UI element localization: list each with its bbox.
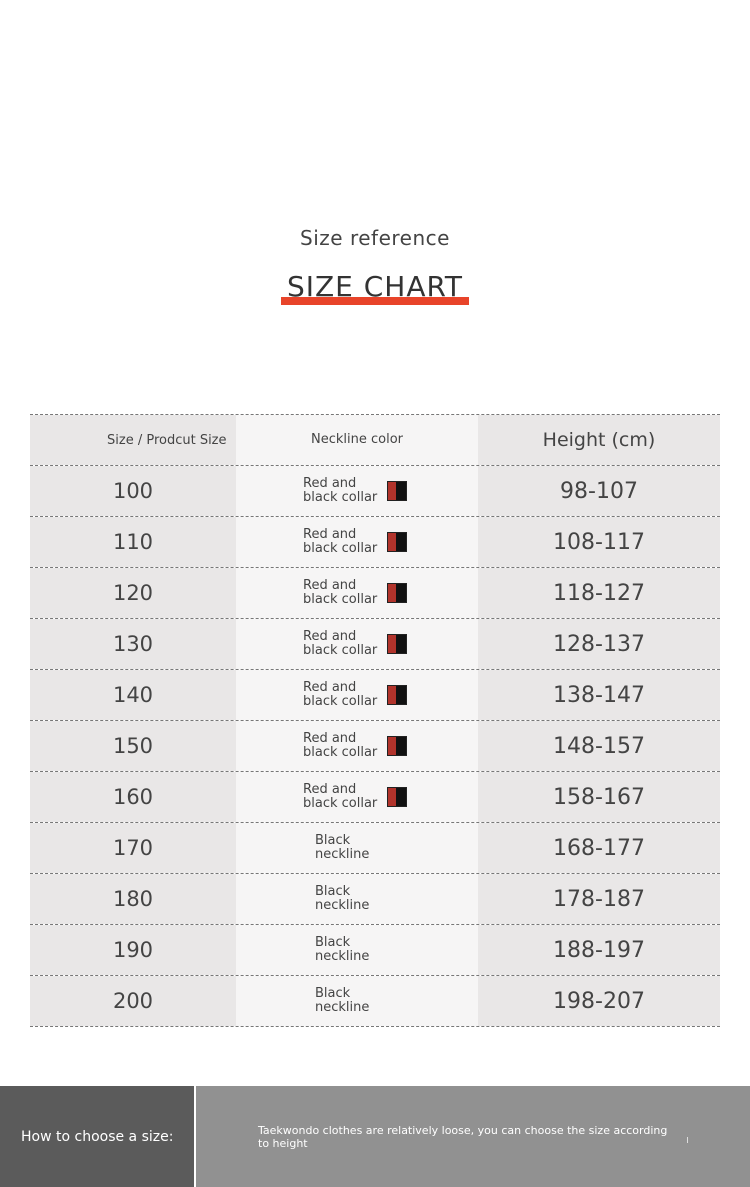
swatch-black <box>396 737 406 755</box>
neckline-cell <box>236 466 478 516</box>
neckline-label: Red and black collar <box>303 476 378 505</box>
table-row <box>30 822 720 873</box>
neckline-cell <box>236 517 478 567</box>
swatch-red <box>388 635 396 653</box>
height-cell: 138-147 <box>478 670 720 720</box>
height-cell: 108-117 <box>478 517 720 567</box>
footer-text: Taekwondo clothes are relatively loose, you can choose the size according to height <box>258 1123 668 1150</box>
title-text: SIZE CHART <box>286 270 464 303</box>
size-cell: 150 <box>30 721 236 771</box>
column-header-size: Size / Prodcut Size <box>30 415 236 465</box>
neckline-label: Red and black collar <box>303 731 378 760</box>
height-cell: 118-127 <box>478 568 720 618</box>
table-row <box>30 669 720 720</box>
column-header-neckline: Neckline color <box>236 415 478 465</box>
height-cell: 198-207 <box>478 976 720 1026</box>
collar-color-swatch <box>387 685 407 705</box>
column-header-height: Height (cm) <box>478 415 720 465</box>
swatch-red <box>388 584 396 602</box>
subtitle: Size reference <box>300 226 450 250</box>
collar-color-swatch <box>387 481 407 501</box>
size-cell: 200 <box>30 976 236 1026</box>
neckline-label: Red and black collar <box>303 680 378 709</box>
collar-color-swatch <box>387 736 407 756</box>
size-cell: 120 <box>30 568 236 618</box>
footer <box>0 1086 750 1187</box>
table-row <box>30 567 720 618</box>
swatch-black <box>396 584 406 602</box>
table-row <box>30 465 720 516</box>
neckline-label: Black neckline <box>315 986 370 1015</box>
size-cell: 140 <box>30 670 236 720</box>
height-cell: 128-137 <box>478 619 720 669</box>
neckline-label: Black neckline <box>315 935 370 964</box>
neckline-cell <box>236 874 478 924</box>
swatch-black <box>396 533 406 551</box>
swatch-black <box>396 635 406 653</box>
footer-mark <box>687 1137 688 1143</box>
collar-color-swatch <box>387 583 407 603</box>
title-wrap <box>0 270 750 303</box>
swatch-black <box>396 788 406 806</box>
neckline-cell <box>236 772 478 822</box>
size-cell: 190 <box>30 925 236 975</box>
table-row <box>30 771 720 822</box>
height-cell: 98-107 <box>478 466 720 516</box>
neckline-cell <box>236 976 478 1026</box>
swatch-red <box>388 533 396 551</box>
size-cell: 170 <box>30 823 236 873</box>
neckline-label: Red and black collar <box>303 527 378 556</box>
size-cell: 110 <box>30 517 236 567</box>
neckline-label: Red and black collar <box>303 629 378 658</box>
neckline-label: Black neckline <box>315 884 370 913</box>
neckline-cell <box>236 670 478 720</box>
height-cell: 148-157 <box>478 721 720 771</box>
neckline-cell <box>236 619 478 669</box>
swatch-red <box>388 737 396 755</box>
table-body <box>30 465 720 1027</box>
size-cell: 160 <box>30 772 236 822</box>
collar-color-swatch <box>387 634 407 654</box>
neckline-cell <box>236 721 478 771</box>
height-cell: 188-197 <box>478 925 720 975</box>
table-row <box>30 516 720 567</box>
swatch-black <box>396 686 406 704</box>
height-cell: 178-187 <box>478 874 720 924</box>
table-row <box>30 720 720 771</box>
table-row <box>30 873 720 924</box>
neckline-cell <box>236 568 478 618</box>
page-title <box>281 270 469 303</box>
collar-color-swatch <box>387 532 407 552</box>
table-row <box>30 924 720 975</box>
height-cell: 168-177 <box>478 823 720 873</box>
footer-label: How to choose a size: <box>0 1086 194 1187</box>
height-cell: 158-167 <box>478 772 720 822</box>
size-cell: 100 <box>30 466 236 516</box>
size-chart-table <box>30 414 720 1027</box>
neckline-label: Black neckline <box>315 833 370 862</box>
collar-color-swatch <box>387 787 407 807</box>
table-row <box>30 975 720 1027</box>
table-row <box>30 618 720 669</box>
size-cell: 130 <box>30 619 236 669</box>
swatch-black <box>396 482 406 500</box>
neckline-cell <box>236 823 478 873</box>
neckline-label: Red and black collar <box>303 782 378 811</box>
footer-text-box <box>196 1086 750 1187</box>
size-cell: 180 <box>30 874 236 924</box>
neckline-cell <box>236 925 478 975</box>
swatch-red <box>388 482 396 500</box>
table-header-row <box>30 414 720 465</box>
neckline-label: Red and black collar <box>303 578 378 607</box>
swatch-red <box>388 788 396 806</box>
swatch-red <box>388 686 396 704</box>
